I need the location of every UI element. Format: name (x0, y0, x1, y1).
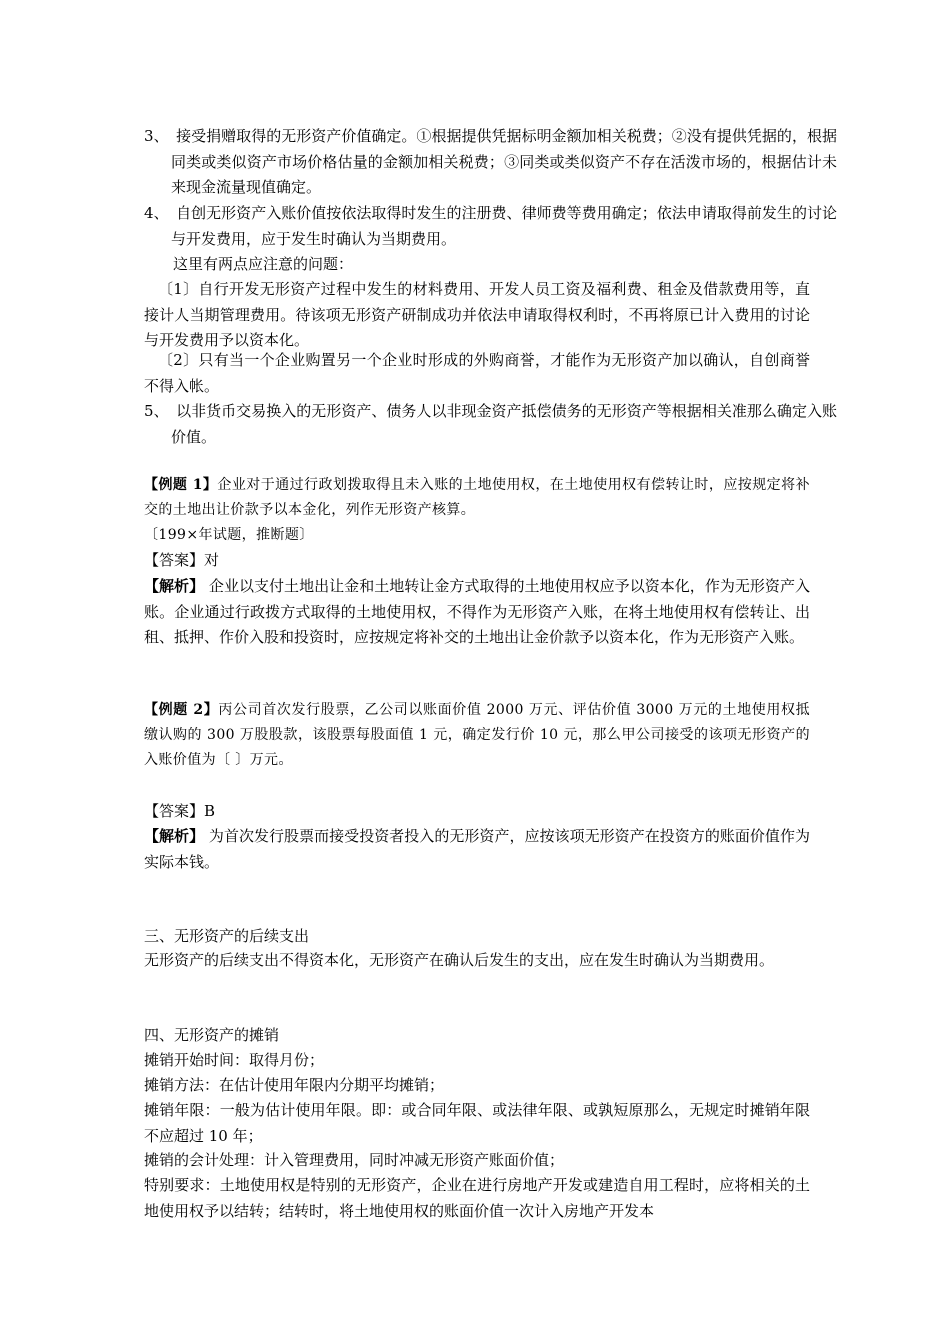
example-1-question (144, 473, 810, 523)
example-2-answer-label: 【答案】 (144, 802, 205, 820)
list-item-4: 4、 自创无形资产入账价值按依法取得时发生的注册费、律师费等费用确定；依法申请取得前发生的讨论与开发费用，应于发生时确认为当期费用。 (144, 204, 837, 248)
example-1-analysis-text: 企业以支付土地出让金和土地转让金方式取得的土地使用权应予以资本化，作为无形资产入账。企业通过行政拨方式取得的土地使用权，不得作为无形资产入账，在将土地使用权有偿转让、出租、抵押、作价入股和投资时，应按规定将补交的土地出让金价款予以资本化，作为无形资产入账。 (144, 577, 810, 646)
section-4-line-1: 摊销开始时间：取得月份； (144, 1051, 325, 1069)
example-1-text: 企业对于通过行政划拨取得且未入账的土地使用权，在土地使用权有偿转让时，应按规定将补交的土地出让价款予以本金化，列作无形资产核算。 (144, 477, 810, 518)
example-1-answer-value: 对 (204, 551, 220, 569)
example-1-source: 〔199×年试题，推断题〕 (144, 527, 314, 543)
example-1-analysis (144, 574, 810, 651)
example-1-answer (144, 548, 810, 574)
section-4-line-3: 摊销年限：一般为估计使用年限。即：或合同年限、或法律年限、或孰短原那么，无规定时摊销年限不应超过 10 年； (144, 1101, 810, 1145)
example-2-label: 【例题 2】 (144, 702, 219, 718)
example-2-analysis-label: 【解析】 (144, 827, 205, 845)
list-item-5: 5、 以非货币交易换入的无形资产、债务人以非现金资产抵偿债务的无形资产等根据相关准那么确定入账价值。 (144, 402, 837, 446)
section-3-body: 无形资产的后续支出不得资本化，无形资产在确认后发生的支出，应在发生时确认为当期费用。 (144, 951, 775, 969)
example-1-label: 【例题 1】 (144, 477, 218, 493)
example-2-answer-value: B (204, 802, 216, 820)
note-2: 〔2〕只有当一个企业购置另一个企业时形成的外购商誉，才能作为无形资产加以确认，自创商誉不得入帐。 (144, 351, 810, 395)
note-intro: 这里有两点应注意的问题： (158, 255, 354, 273)
section-4-line-5: 特别要求：土地使用权是特别的无形资产，企业在进行房地产开发或建造自用工程时，应将相关的土地使用权予以结转；结转时，将土地使用权的账面价值一次计入房地产开发本 (144, 1176, 810, 1220)
list-item-3: 3、 接受捐赠取得的无形资产价值确定。①根据提供凭据标明金额加相关税费；②没有提供凭据的，根据同类或类似资产市场价格估量的金额加相关税费；③同类或类似资产不存在活泼市场的，根据估计未来现金流量现值确定。 (144, 127, 837, 196)
section-3-title: 三、无形资产的后续支出 (144, 927, 310, 945)
example-2-analysis (144, 824, 810, 875)
section-4-title: 四、无形资产的摊销 (144, 1026, 280, 1044)
example-2-answer (144, 799, 810, 825)
example-1-analysis-label: 【解析】 (144, 577, 205, 595)
note-1: 〔1〕自行开发无形资产过程中发生的材料费用、开发人员工资及福利费、租金及借款费用等，直接计人当期管理费用。待该项无形资产研制成功并依法申请取得权利时，不再将原已计入费用的讨论与开发费用予以资本化。 (144, 280, 810, 349)
section-4-line-2: 摊销方法：在估计使用年限内分期平均摊销； (144, 1076, 445, 1094)
section-4-line-4: 摊销的会计处理：计入管理费用，同时冲减无形资产账面价值； (144, 1151, 565, 1169)
example-2-text: 丙公司首次发行股票，乙公司以账面价值 2000 万元、评估价值 3000 万元的土地使用权抵缴认购的 300 万股股款，该股票每股面值 1 元，确定发行价 10 元，那么甲公司接受的该项无形资产的入账价值为〔 〕万元。 (144, 702, 810, 768)
example-1-answer-label: 【答案】 (144, 551, 205, 569)
example-2-question (144, 698, 810, 773)
example-2-analysis-text: 为首次发行股票而接受投资者投入的无形资产，应按该项无形资产在投资方的账面价值作为实际本钱。 (144, 827, 810, 871)
